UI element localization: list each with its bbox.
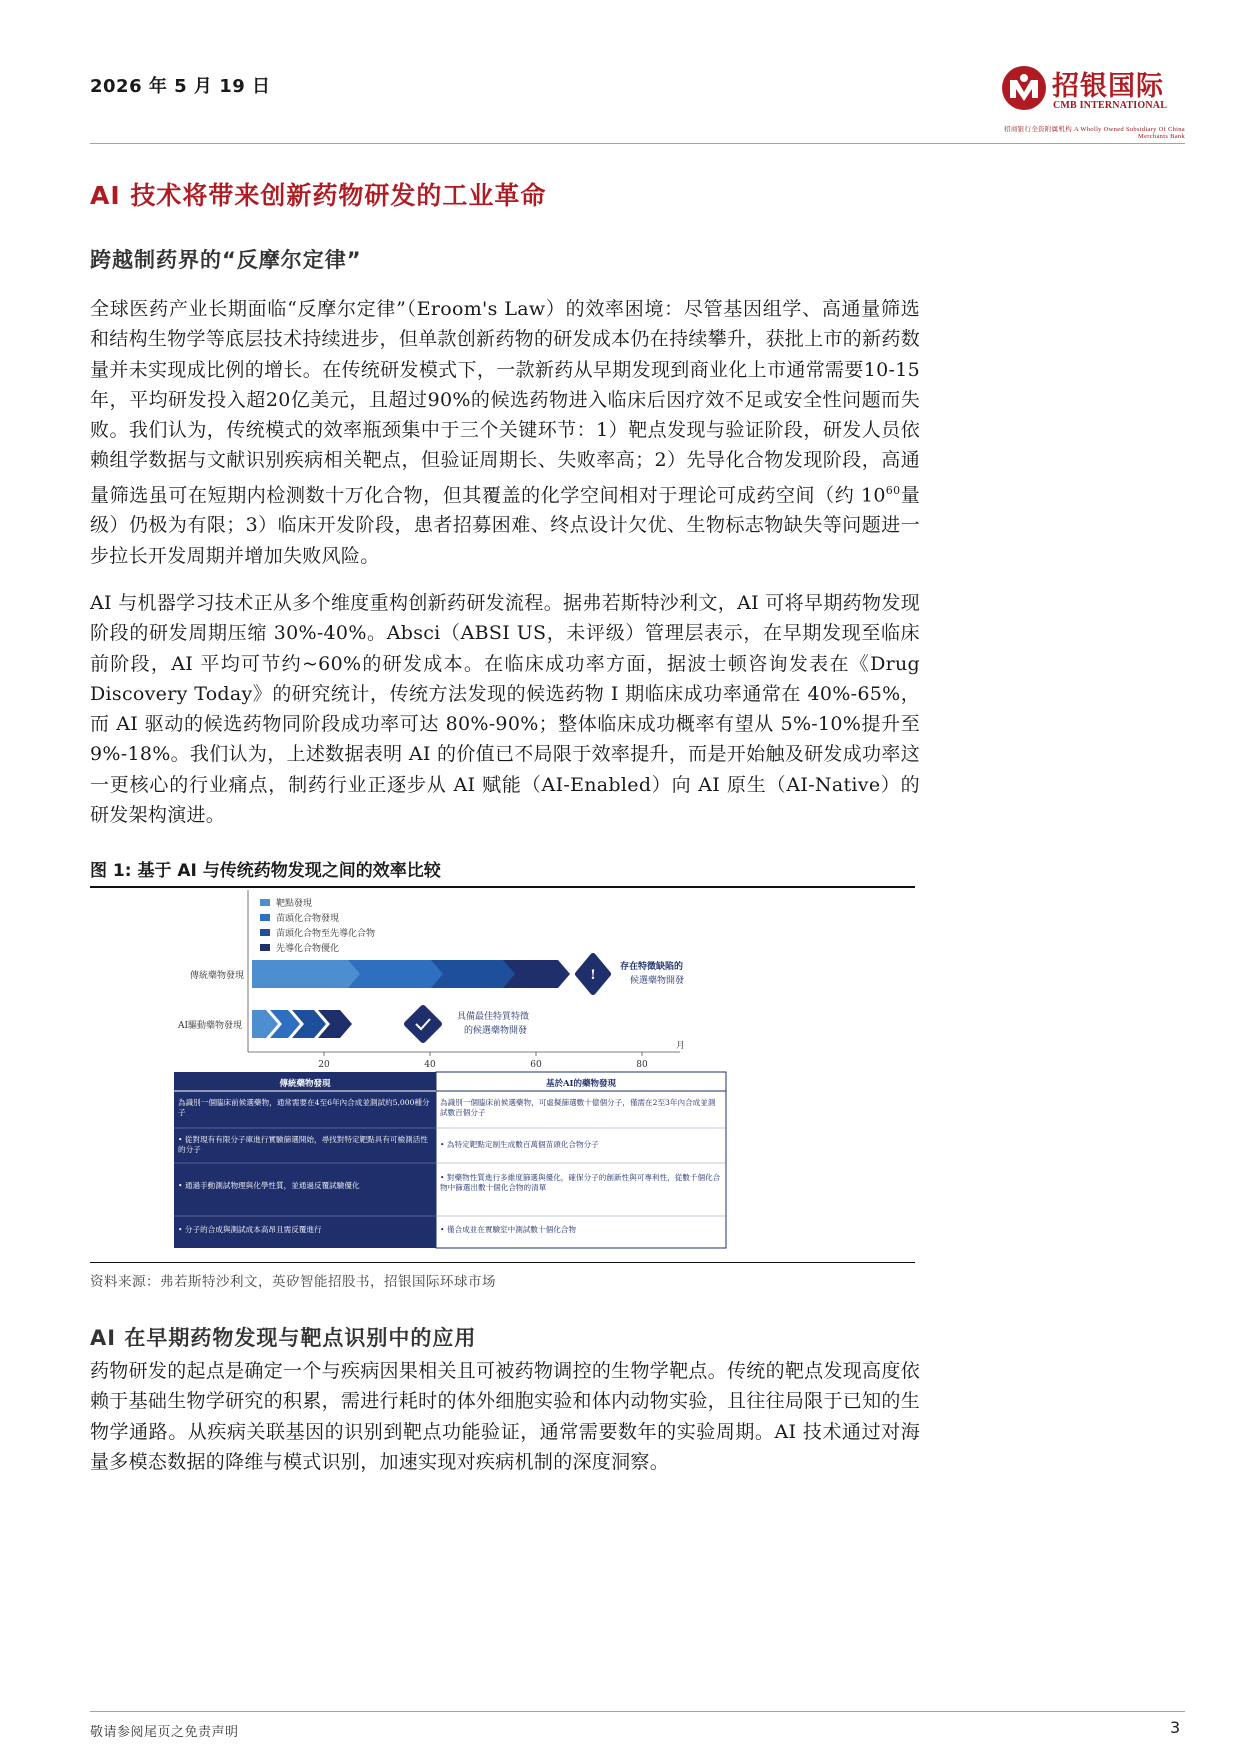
legend-swatch-hit	[260, 914, 270, 921]
figure-title: 图 1: 基于 AI 与传统药物发现之间的效率比较	[90, 861, 441, 881]
table-header-ai: 基於AI的藥物發現	[545, 1079, 617, 1089]
logo-chinese-name: 招银国际	[1052, 71, 1164, 102]
traditional-timeline	[252, 956, 684, 992]
paragraph-eroom-law-text: 全球医药产业长期面临“反摩尔定律”（Eroom's Law）的效率困境：尽管基因组学、高通量筛选和结构生物学等底层技术持续进步，但单款创新药物的研发成本仍在持续攀升，获批上市的新药数量并未实现成比例的增长。在传统研发模式下，一款新药从早期发现到商业化上市通常需要10-15年，平均研发投入超20亿美元，且超过90%的候选药物进入临床后因疗效不足或安全性问题而失败。我们认为，传统模式的效率瓶颈集中于三个关键环节：1）靶点发现与验证阶段，研发人员依赖组学数据与文献识别疾病相关靶点，但验证周期长、失败率高；2）先导化合物发现阶段，高通量筛选虽可在短期内检测数十万化合物，但其覆盖的化学空间相对于理论可成药空间（约 10	[90, 298, 920, 507]
legend-label-target: 靶點發現	[276, 899, 313, 909]
checkmark-icon	[407, 1008, 439, 1040]
paragraph-eroom-law-text-end: 量级）仍极为有限；3）临床开发阶段，患者招募困难、终点设计欠优、生物标志物缺失等问题进一步拉长开发周期并增加失败风险。	[90, 484, 920, 567]
page-title: AI 技术将带来创新药物研发的工业革命	[90, 181, 547, 210]
table-cell-traditional-4: • 分子的合成與測試成本高昂且需反覆進行	[178, 1225, 322, 1234]
report-date: 2026 年 5 月 19 日	[90, 76, 271, 97]
table-cell-traditional-3: • 通過手動測試物理與化學性質，並通過反覆試驗優化	[178, 1181, 360, 1190]
table-cell-traditional-2: • 從對現有有限分子庫進行實驗篩選開始，尋找對特定靶點具有可檢測活性的分子	[178, 1135, 428, 1154]
page-number: 3	[1170, 1718, 1181, 1737]
traditional-phase-hit	[348, 960, 445, 988]
traditional-annotation-line2: 候選藥物開發	[630, 976, 685, 986]
ai-timeline	[252, 1008, 529, 1040]
legend-label-hit: 苗頭化合物發現	[276, 914, 340, 924]
x-tick-label-20: 20	[318, 1060, 330, 1070]
logo-english-name: CMB INTERNATIONAL	[1053, 100, 1168, 111]
figure-top-rule	[90, 886, 915, 888]
x-axis-unit: 月	[676, 1041, 686, 1051]
legend-swatch-target	[260, 899, 270, 906]
cmbi-logo	[1000, 60, 1185, 142]
table-cell-ai-4: • 僅合成並在實驗室中測試數十個化合物	[440, 1225, 576, 1234]
figure-bottom-rule	[90, 1262, 915, 1263]
logo-subtitle: 招商银行全资附属机构 A Wholly Owned Subsidiary Of China Merchants Bank	[1004, 126, 1185, 140]
traditional-phase-hit-to-lead	[431, 960, 517, 988]
table-cell-traditional-1: 為識別一個臨床前候選藥物，通常需要在4至6年內合成並測試約5,000種分子	[178, 1098, 430, 1117]
table-cell-ai-1: 為識別一個臨床前候選藥物，可虛擬篩選數十億個分子，僅需在2至3年內合成並測試數百個分子	[440, 1098, 716, 1117]
x-tick-label-80: 80	[636, 1060, 648, 1070]
ai-annotation-line1: 具備最佳特質特徵	[457, 1012, 530, 1022]
table-cell-ai-3: • 對藥物性質進行多維度篩選與優化，確保分子的創新性與可專利性，從數千個化合物中篩選出數十個化合物的清單	[440, 1173, 721, 1192]
ai-annotation-line2: 的候選藥物開發	[464, 1026, 528, 1036]
section-heading-eroom: 跨越制药界的“反摩尔定律”	[90, 248, 362, 272]
legend-label-hit-to-lead: 苗頭化合物至先導化合物	[276, 929, 376, 939]
traditional-annotation-line1: 存在特徵缺陷的	[620, 962, 684, 972]
legend-label-lead-opt: 先導化合物優化	[276, 944, 340, 954]
row-label-ai: AI驅動藥物發現	[178, 1021, 243, 1031]
paragraph-ai-restructure	[90, 588, 920, 830]
paragraph-target-discovery	[90, 1356, 920, 1477]
table-cell-ai-2: • 為特定靶點定制生成數百萬個苗頭化合物分子	[440, 1140, 599, 1149]
footer-disclaimer: 敬请参阅尾页之免责声明	[90, 1725, 239, 1740]
figure-legend	[260, 897, 375, 954]
x-tick-label-60: 60	[530, 1060, 542, 1070]
comparison-table	[174, 1072, 726, 1248]
section-heading-target-discovery: AI 在早期药物发现与靶点识别中的应用	[90, 1326, 477, 1350]
figure-efficiency-comparison	[178, 890, 810, 1260]
paragraph-target-discovery-text: 药物研发的起点是确定一个与疾病因果相关且可被药物调控的生物学靶点。传统的靶点发现高度依赖于基础生物学研究的积累，需进行耗时的体外细胞实验和体内动物实验，且往往局限于已知的生物学通路。从疾病关联基因的识别到靶点功能验证，通常需要数年的实验周期。AI 技术通过对海量多模态数据的降维与模式识别，加速实现对疾病机制的深度洞察。	[90, 1360, 920, 1473]
header-divider	[90, 143, 1185, 144]
traditional-phase-target	[252, 960, 362, 988]
figure-source: 资料来源：弗若斯特沙利文，英矽智能招股书，招银国际环球市场	[90, 1274, 496, 1290]
paragraph-ai-restructure-text: AI 与机器学习技术正从多个维度重构创新药研发流程。据弗若斯特沙利文，AI 可将早期药物发现阶段的研发周期压缩 30%-40%。Absci（ABSI US，未评级）管理层表示，在早期发现至临床前阶段，AI 平均可节约~60%的研发成本。在临床成功率方面，据波士顿咨询发表在《Drug Discovery Today》的研究统计，传统方法发现的候选药物 I 期临床成功率通常在 40%-65%，而 AI 驱动的候选药物同阶段成功率可达 80%-90%；整体临床成功概率有望从 5%-10%提升至 9%-18%。我们认为，上述数据表明 AI 的价值已不局限于效率提升，而是开始触及研发成功率这一更核心的行业痛点，制药行业正逐步从 AI 赋能（AI-Enabled）向 AI 原生（AI-Native）的研发架构演进。	[90, 592, 920, 827]
footer-divider	[90, 1711, 1185, 1712]
exponent: 60	[885, 483, 901, 497]
cmbi-logo-mark-icon	[1000, 64, 1048, 112]
warning-glyph: !	[590, 968, 596, 983]
paragraph-eroom-law	[90, 294, 920, 571]
x-tick-label-40: 40	[424, 1060, 436, 1070]
legend-swatch-hit-to-lead	[260, 929, 270, 936]
table-header-traditional: 傳統藥物發現	[279, 1079, 331, 1089]
row-label-traditional: 傳統藥物發現	[190, 971, 245, 981]
legend-swatch-lead-opt	[260, 944, 270, 951]
